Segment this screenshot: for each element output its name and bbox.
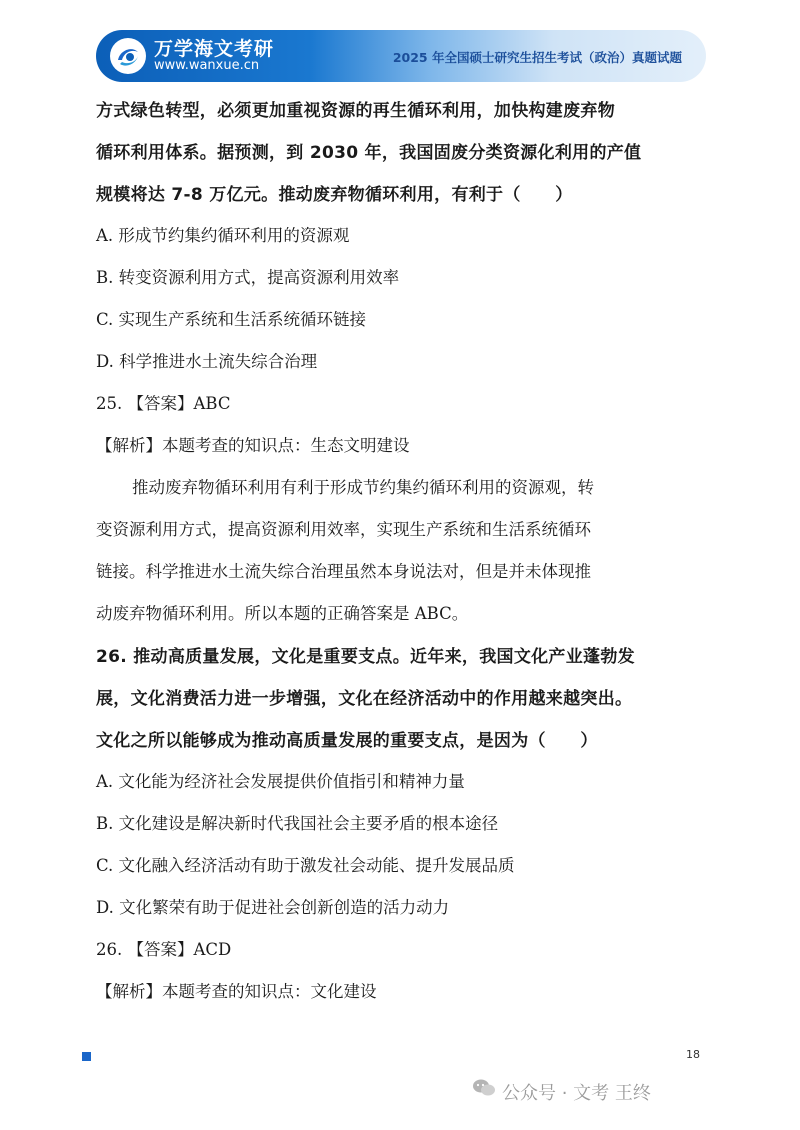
q25-option-d: D. 科学推进水土流失综合治理 [96,352,318,371]
q26-option-b: B. 文化建设是解决新时代我国社会主要矛盾的根本途径 [96,814,499,833]
q25-stem-line: 循环利用体系。据预测，到 2030 年，我国固废分类资源化利用的产值 [96,143,642,163]
q25-answer: 25. 【答案】ABC [96,394,231,413]
q25-analysis-line: 链接。科学推进水土流失综合治理虽然本身说法对，但是并未体现推 [96,562,591,581]
q25-analysis-line: 推动废弃物循环利用有利于形成节约集约循环利用的资源观，转 [132,478,594,497]
q26-stem-line: 文化之所以能够成为推动高质量发展的重要支点，是因为（ ） [96,731,598,751]
q26-option-a: A. 文化能为经济社会发展提供价值指引和精神力量 [96,772,465,791]
q26-analysis-title: 【解析】本题考查的知识点：文化建设 [96,982,377,1001]
watermark-text: 公众号 · 文考 王终 [502,1083,651,1104]
q25-stem-line: 方式绿色转型，必须更加重视资源的再生循环利用，加快构建废弃物 [96,101,615,121]
brand-name: 万学海文考研 [154,38,275,60]
q25-option-c: C. 实现生产系统和生活系统循环链接 [96,310,367,329]
q26-option-d: D. 文化繁荣有助于促进社会创新创造的活力动力 [96,898,450,917]
brand-logo-icon [110,38,146,74]
q26-option-c: C. 文化融入经济活动有助于激发社会动能、提升发展品质 [96,856,515,875]
q26-stem-line: 展，文化消费活力进一步增强，文化在经济活动中的作用越来越突出。 [96,689,633,709]
q25-option-b: B. 转变资源利用方式，提高资源利用效率 [96,268,400,287]
page-header [96,30,706,82]
q26-answer: 26. 【答案】ACD [96,940,232,959]
q25-analysis-line: 变资源利用方式，提高资源利用效率，实现生产系统和生活系统循环 [96,520,591,539]
page-number: 18 [686,1048,700,1061]
q25-stem-line: 规模将达 7-8 万亿元。推动废弃物循环利用，有利于（ ） [96,185,573,205]
wechat-icon [472,1078,496,1098]
exam-title: 2025 年全国硕士研究生招生考试（政治）真题试题 [392,50,682,65]
q25-option-a: A. 形成节约集约循环利用的资源观 [96,226,350,245]
page-marker-icon [82,1052,91,1061]
brand-url: www.wanxue.cn [154,58,260,73]
q26-stem-line: 26. 推动高质量发展，文化是重要支点。近年来，我国文化产业蓬勃发 [96,647,635,667]
q25-analysis-line: 动废弃物循环利用。所以本题的正确答案是 ABC。 [96,604,469,623]
q25-analysis-title: 【解析】本题考查的知识点：生态文明建设 [96,436,410,455]
